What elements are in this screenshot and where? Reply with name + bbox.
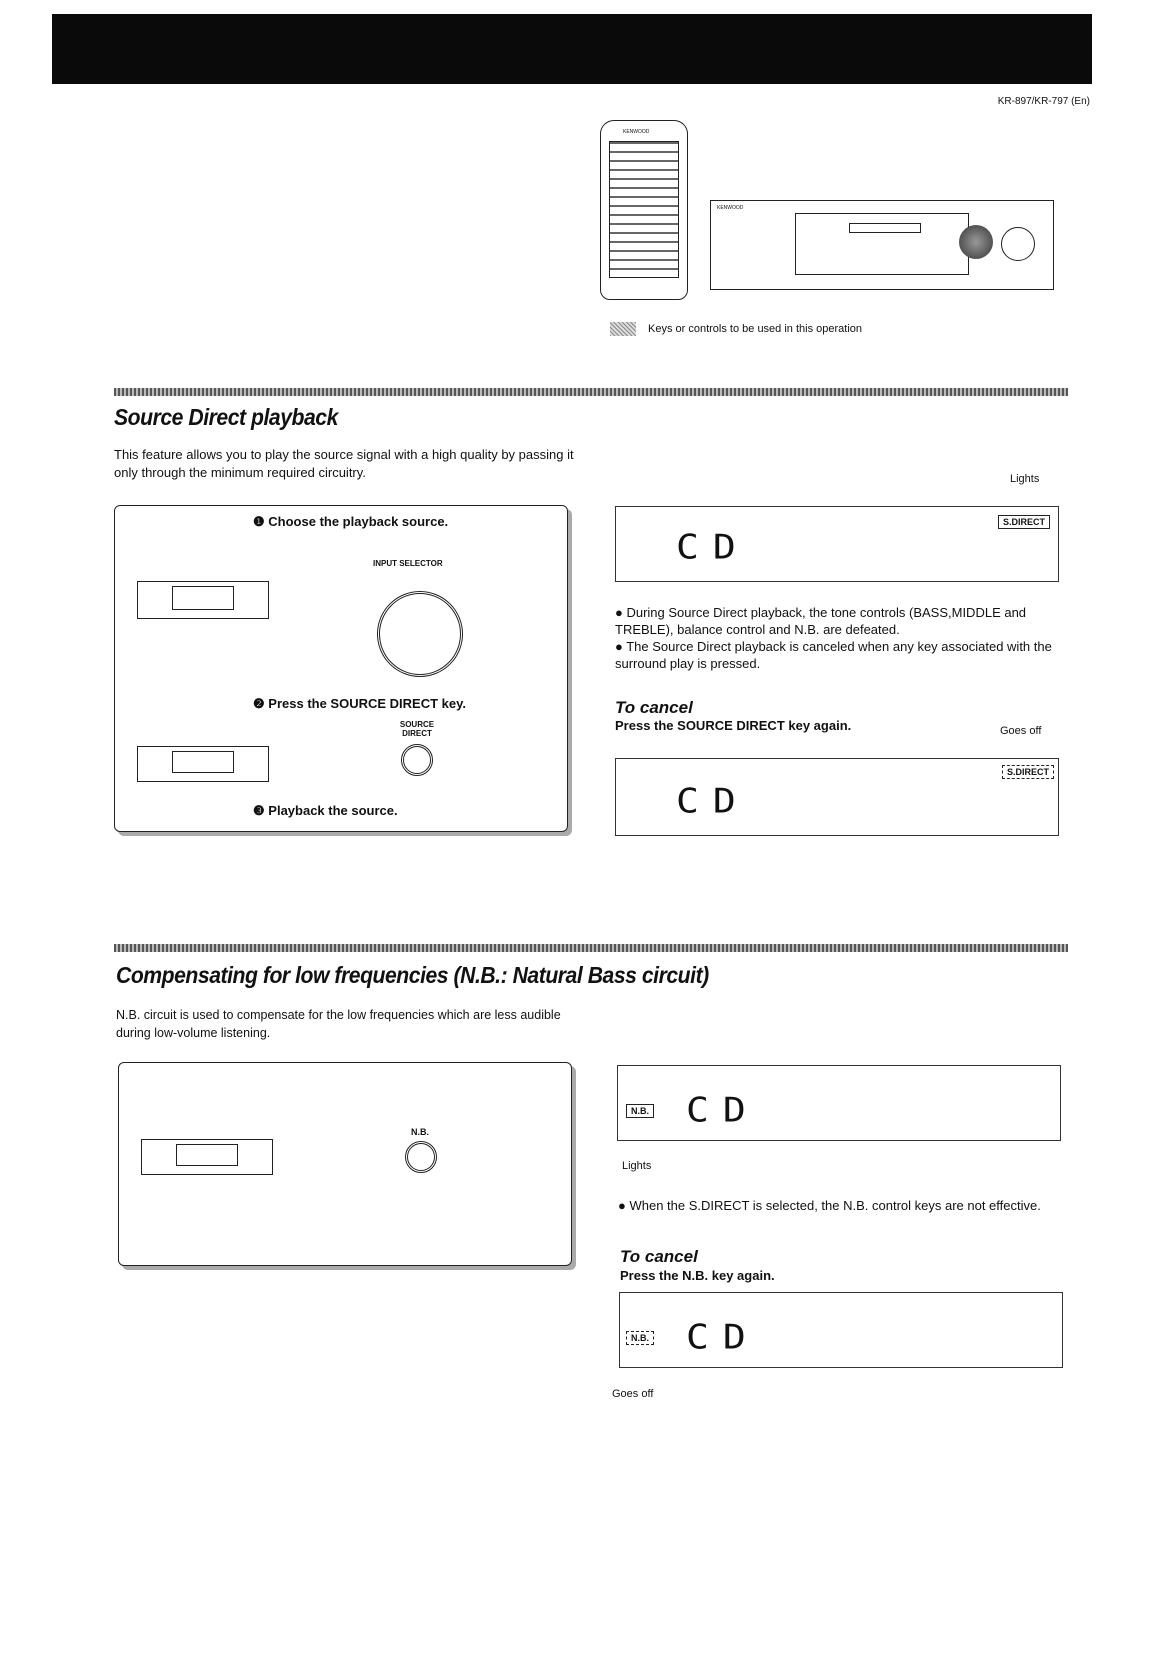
- display-off: [615, 758, 1059, 836]
- natural-bass-intro: N.B. circuit is used to compensate for the low frequencies which are less audible during low-volume listening.: [116, 1008, 561, 1040]
- step-number: ❶: [253, 514, 265, 529]
- natural-bass-note: ● When the S.DIRECT is selected, the N.B. control keys are not effective.: [618, 1198, 1041, 1213]
- display-text: CD: [676, 527, 750, 567]
- goes-off-label: Goes off: [1000, 725, 1042, 737]
- goes-off-label: Goes off: [612, 1388, 654, 1400]
- input-selector-label: INPUT SELECTOR: [373, 559, 443, 568]
- note-text: During Source Direct playback, the tone controls (BASS,MIDDLE and TREBLE), balance control and N.B. are defeated.: [615, 605, 1027, 637]
- s-direct-indicator-lit: S.DIRECT: [998, 515, 1050, 529]
- lights-label: Lights: [622, 1160, 652, 1172]
- receiver-thumbnail: [137, 581, 269, 619]
- source-direct-steps-panel: [114, 505, 568, 832]
- display-nb-off: [619, 1292, 1063, 1368]
- step-text: Choose the playback source.: [268, 514, 449, 529]
- highlight-legend-text: Keys or controls to be used in this operation: [648, 323, 863, 335]
- nb-key-label: N.B.: [411, 1127, 429, 1137]
- display-nb-lit: [617, 1065, 1061, 1141]
- cancel-title: To cancel: [615, 698, 693, 717]
- highlight-legend-swatch: [610, 322, 636, 336]
- cancel-instruction: Press the N.B. key again.: [620, 1268, 775, 1283]
- cancel-title: To cancel: [620, 1247, 698, 1266]
- step-text: Playback the source.: [268, 803, 398, 818]
- display-text: CD: [686, 1090, 760, 1130]
- input-selector-knob: [377, 591, 463, 677]
- remote-brand: KENWOOD: [623, 129, 650, 135]
- step-number: ❸: [253, 803, 265, 818]
- header-bar: [52, 14, 1092, 84]
- step-1: [253, 514, 448, 530]
- step-text: Press the SOURCE DIRECT key.: [268, 696, 466, 711]
- nb-indicator-off: N.B.: [626, 1331, 654, 1345]
- source-direct-intro: This feature allows you to play the source signal with a high quality by passing it only through the minimum required circuitry.: [114, 447, 574, 480]
- s-direct-indicator-off: S.DIRECT: [1002, 765, 1054, 779]
- section-title-source-direct: Source Direct playback: [114, 404, 338, 430]
- step-number: ❷: [253, 696, 265, 711]
- section-rule: [114, 388, 1068, 396]
- remote-control-illustration: [600, 120, 688, 300]
- display-text: CD: [686, 1317, 760, 1357]
- source-direct-notes: [615, 604, 1075, 672]
- lights-label: Lights: [1010, 473, 1040, 485]
- note-text: When the S.DIRECT is selected, the N.B. control keys are not effective.: [629, 1198, 1041, 1213]
- receiver-thumbnail: [137, 746, 269, 782]
- note-item: ● During Source Direct playback, the tone controls (BASS,MIDDLE and TREBLE), balance control and N.B. are defeated.: [615, 605, 1027, 637]
- section-title-natural-bass: Compensating for low frequencies (N.B.: Natural Bass circuit): [116, 962, 709, 988]
- model-number: KR-897/KR-797 (En): [997, 96, 1090, 107]
- display-lit: [615, 506, 1059, 582]
- source-direct-key-label: SOURCE DIRECT: [399, 720, 435, 738]
- step-3: [253, 803, 398, 819]
- receiver-thumbnail: [141, 1139, 273, 1175]
- step-2: [253, 696, 466, 712]
- source-direct-key-icon: [401, 744, 433, 776]
- cancel-instruction: Press the SOURCE DIRECT key again.: [615, 718, 852, 733]
- note-text: The Source Direct playback is canceled when any key associated with the surround play is pressed.: [615, 639, 1052, 671]
- receiver-brand: KENWOOD: [717, 205, 744, 211]
- display-text: CD: [676, 781, 750, 821]
- receiver-illustration: [710, 200, 1054, 290]
- natural-bass-panel: [118, 1062, 572, 1266]
- note-item: ● The Source Direct playback is canceled when any key associated with the surround play is pressed.: [615, 639, 1052, 671]
- nb-key-icon: [405, 1141, 437, 1173]
- nb-indicator-lit: N.B.: [626, 1104, 654, 1118]
- section-rule: [114, 944, 1068, 952]
